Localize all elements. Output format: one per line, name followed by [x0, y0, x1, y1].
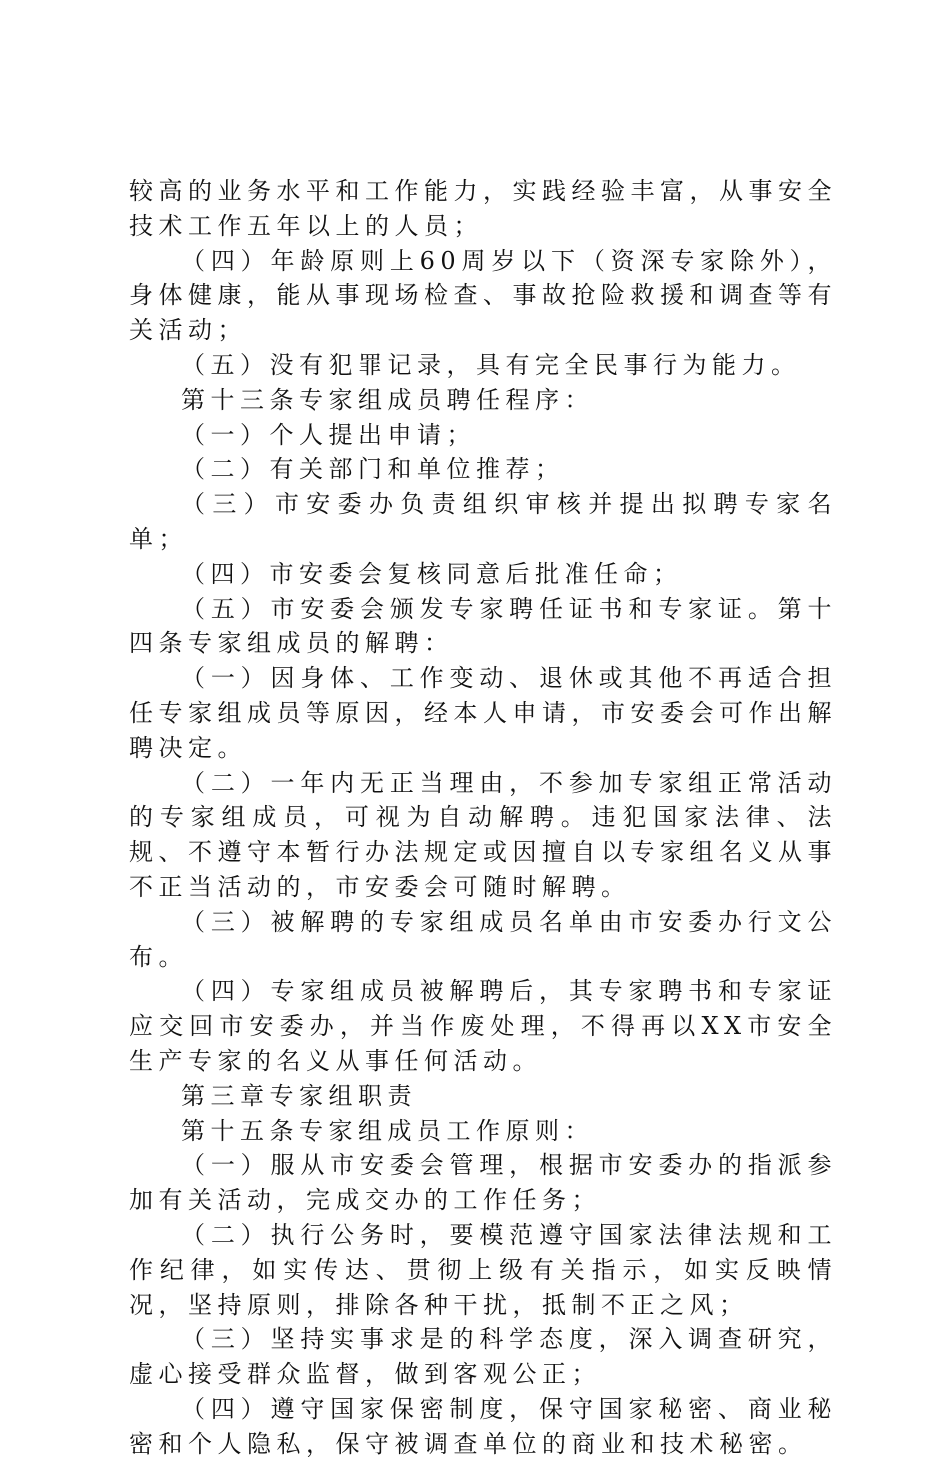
- paragraph-article-14-item-1: （一）因身体、工作变动、退休或其他不再适合担任专家组成员等原因，经本人申请，市安委会可作出解聘决定。: [129, 664, 837, 762]
- paragraph-article-15-item-3: （三）坚持实事求是的科学态度，深入调查研究，虚心接受群众监督，做到客观公正；: [129, 1325, 837, 1389]
- paragraph-article-14-item-3: （三）被解聘的专家组成员名单由市安委办行文公布。: [129, 907, 837, 971]
- paragraph-article-15: 第十五条专家组成员工作原则：: [181, 1116, 594, 1145]
- paragraph-article-13: 第十三条专家组成员聘任程序：: [181, 385, 594, 414]
- paragraph-article-13-item-3: （三）市安委办负责组织审核并提出拟聘专家名单；: [129, 490, 837, 553]
- paragraph-article-13-item-2: （二）有关部门和单位推荐；: [181, 455, 565, 484]
- chapter-3-heading: 第三章专家组职责: [181, 1081, 417, 1110]
- paragraph-item-4-age: （四）年龄原则上60周岁以下（资深专家除外），身体健康，能从事现场检查、事故抢险救援和调查等有关活动；: [129, 246, 837, 345]
- paragraph-article-15-item-2: （二）执行公务时，要模范遵守国家法律法规和工作纪律，如实传达、贯彻上级有关指示，如实反映情况，坚持原则，排除各种干扰，抵制不正之风；: [129, 1220, 837, 1319]
- paragraph-article-13-item-1: （一）个人提出申请；: [181, 420, 476, 449]
- paragraph-article-13-item-5: （五）市安委会颁发专家聘任证书和专家证。第十四条专家组成员的解聘：: [129, 594, 837, 658]
- paragraph-article-14-item-4: （四）专家组成员被解聘后，其专家聘书和专家证应交回市安委办，并当作废处理，不得再以XX市安全生产专家的名义从事任何活动。: [129, 977, 837, 1075]
- paragraph-article-15-item-1: （一）服从市安委会管理，根据市安委办的指派参加有关活动，完成交办的工作任务；: [129, 1151, 837, 1215]
- paragraph-continuation: 较高的业务水平和工作能力，实践经验丰富，从事安全技术工作五年以上的人员；: [129, 177, 837, 240]
- paragraph-item-5-record: （五）没有犯罪记录，具有完全民事行为能力。: [181, 350, 801, 379]
- paragraph-article-15-item-4: （四）遵守国家保密制度，保守国家秘密、商业秘密和个人隐私，保守被调查单位的商业和技术秘密。: [129, 1394, 837, 1458]
- document-body: [129, 174, 837, 1461]
- paragraph-article-14-item-2: （二）一年内无正当理由，不参加专家组正常活动的专家组成员，可视为自动解聘。违犯国家法律、法规、不遵守本暂行办法规定或因擅自以专家组名义从事不正当活动的，市安委会可随时解聘。: [129, 768, 837, 901]
- paragraph-article-13-item-4: （四）市安委会复核同意后批准任命；: [181, 559, 683, 588]
